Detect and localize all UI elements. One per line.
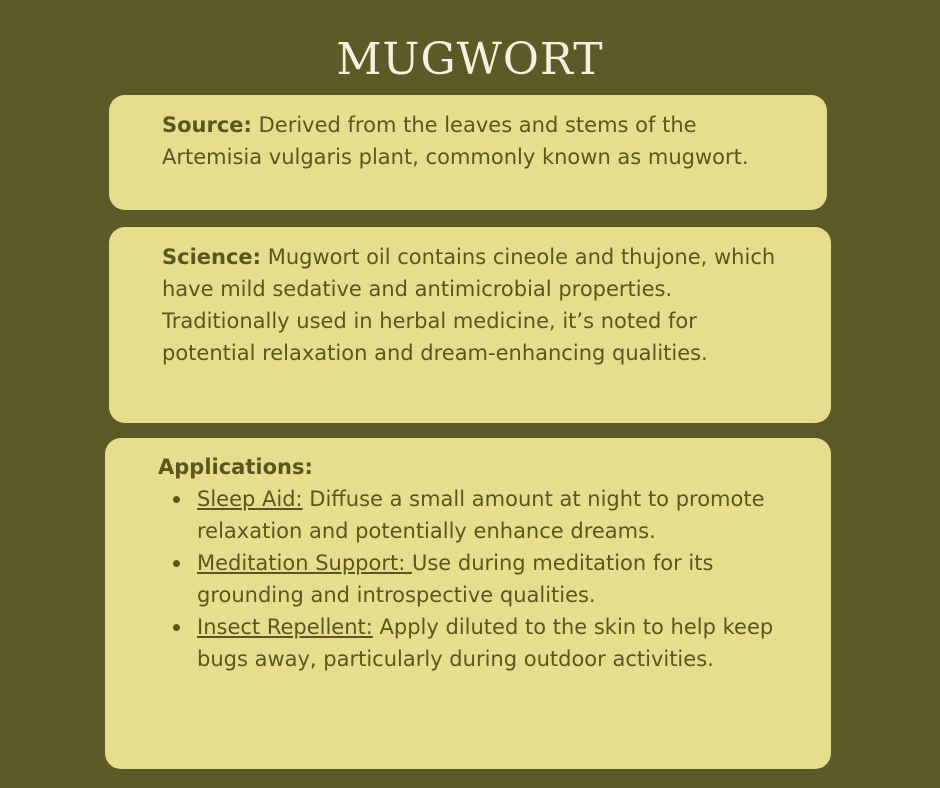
applications-card <box>105 438 831 769</box>
science-label: Science: <box>162 245 262 269</box>
application-name: Meditation Support: <box>197 551 412 575</box>
list-item <box>197 611 791 675</box>
bullet-icon <box>173 624 180 631</box>
applications-label: Applications: <box>158 455 313 479</box>
science-card <box>109 227 831 423</box>
list-item <box>197 483 791 547</box>
source-card <box>109 95 827 210</box>
list-item <box>197 547 791 611</box>
application-text: Apply diluted to the skin to help keep bugs away, particularly during outdoor activities. <box>197 615 774 671</box>
bullet-icon <box>173 496 180 503</box>
page-title: MUGWORT <box>336 34 604 85</box>
source-text: Derived from the leaves and stems of the Artemisia vulgaris plant, commonly known as mugwort. <box>162 113 749 169</box>
science-text: Mugwort oil contains cineole and thujone, which have mild sedative and antimicrobial properties. Traditionally used in herbal medicine, it’s noted for potential relaxation and dream-enhancing qualities. <box>162 245 776 365</box>
applications-list <box>158 483 791 675</box>
application-text: Diffuse a small amount at night to promote relaxation and potentially enhance dreams. <box>197 487 765 543</box>
application-name: Insect Repellent: <box>197 615 373 639</box>
application-text: Use during meditation for its grounding and introspective qualities. <box>197 551 714 607</box>
source-label: Source: <box>162 113 252 137</box>
bullet-icon <box>173 560 180 567</box>
application-name: Sleep Aid: <box>197 487 303 511</box>
